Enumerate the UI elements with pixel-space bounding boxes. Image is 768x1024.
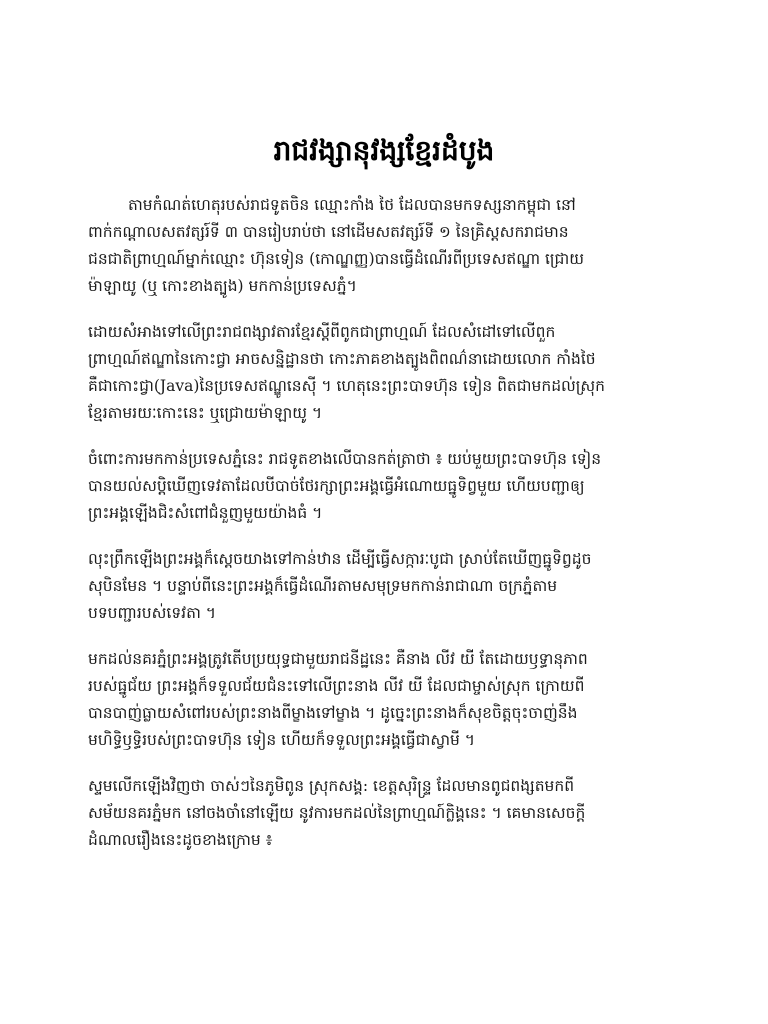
paragraph-4: [88, 546, 688, 627]
paragraph-line: ស្ទមលើកឡើងវិញថា ចាស់ៗនៃភូមិពូន ស្រុកសង្គ: ខេត្តសុរិន្ទ្រ ដែលមានពូជពង្សតមកពី: [88, 777, 575, 795]
paragraph-line: តាមកំណត់ហេតុរបស់រាជទូតចិន ឈ្មោះកាំង ថៃ ដែលបានមកទស្សនាកម្ពុជា នៅ: [128, 196, 576, 214]
paragraph-2: [88, 319, 688, 427]
paragraph-6: [88, 773, 688, 854]
paragraph-line: មកដល់នគរភ្នំព្រះអង្គត្រូវតើបប្រយុទ្ធជាមួយរាជនីដ្ឋនេះ គឺនាង លីវ យី តែដោយឫទ្ធានុភាព: [88, 650, 588, 668]
paragraph-5: [88, 646, 688, 754]
paragraph-line: គឺជាកោះជ្វា(Java)នៃប្រទេសឥណ្ឌូនេស៊ី ។ ហេតុនេះព្រះបាទហ៊ុន ទៀន ពិតជាមកដល់ស្រុក: [88, 377, 606, 395]
paragraph-line: សុបិនមែន ។ បន្ទាប់ពីនេះព្រះអង្គក៏ធ្វើដំណើរតាមសមុទ្រមកកាន់រាជាណា ចក្រភ្នំតាម: [88, 577, 558, 595]
paragraph-line: ជនជាតិព្រាហ្មណ៍ម្នាក់ឈ្មោះ ហ៊ុនទៀន (កោណ្ឌញ្ញ)បានធ្វើដំណើរពីប្រទេសឥណ្ឌា ជ្រោយ: [88, 250, 585, 268]
paragraph-line: ពាក់កណ្ដាលសតវត្សរ៍ទី ៣ បានរៀបរាប់ថា នៅដើមសតវត្សរ៍ទី ១ នៃគ្រិស្តសករាជមាន: [88, 223, 569, 241]
document-title: រាជវង្សានុវង្សខ្មែរដំបូង: [273, 133, 495, 167]
paragraph-line: ខ្មែរតាមរយៈកោះនេះ ឬជ្រោយម៉ាឡាយូ ។: [88, 404, 323, 422]
paragraph-line: ចំពោះការមកកាន់ប្រទេសភ្នំនេះ រាជទូតខាងលើបានកត់ត្រាថា ៖ យប់មួយព្រះបាទហ៊ុន ទៀន: [88, 450, 602, 468]
paragraph-line: សម័យនគរភ្នំមក នៅចងចាំនៅឡើយ នូវការមកដល់នៃព្រាហ្មណ៍ក្លិង្គនេះ ។ គេមានសេចក្តី: [88, 804, 586, 822]
paragraph-line: ម៉ាឡាយូ (ឬ កោះខាងត្បូង) មកកាន់ប្រទេសភ្នំ។: [88, 277, 357, 295]
paragraph-line: បទបញ្ជារបស់ទេវតា ។: [88, 604, 216, 622]
paragraph-line: ដោយសំអាងទៅលើព្រះរាជពង្សាវតារខ្មែរស្តីពីពូកជាព្រាហ្មណ៍ ដែលសំដៅទៅលើពួក: [88, 323, 556, 341]
paragraph-line: របស់ធ្នូជ័យ ព្រះអង្គក៏ទទួលជ័យជំនះទៅលើព្រះនាង លីវ យី ដែលជាម្ចាស់ស្រុក ក្រោយពី: [88, 677, 585, 695]
paragraph-line: បានយល់សប្តិឃើញទេវតាដែលបីបាច់ថែរក្សាព្រះអង្គធ្វើអំណោយធ្នូទិព្វមួយ ហើយបញ្ជាឲ្យ: [88, 477, 585, 495]
paragraph-1: [88, 192, 688, 300]
paragraph-3: [88, 446, 688, 527]
document-body: [88, 192, 688, 873]
paragraph-line: ព្រាហ្មណ៍ឥណ្ឌានៃកោះជ្វា អាចសន្និដ្ឋានថា កោះភាគខាងត្បូងពិពណ៌នាដោយលោក កាំងថៃ: [88, 350, 596, 368]
paragraph-line: មហិទ្ធិឫទ្ធិរបស់ព្រះបាទហ៊ុន ទៀន ហើយក៏ទទួលព្រះអង្គធ្វើជាស្វាមី ។: [88, 731, 475, 749]
paragraph-line: លុះព្រឹកឡើងព្រះអង្គក៏ស្តេចយាងទៅកាន់ឋាន ដើម្បីធ្វើសក្ការៈបូជា ស្រាប់តែឃើញធ្នូទិព្វដូច: [88, 550, 592, 568]
paragraph-line: ព្រះអង្គឡើងជិះសំពៅជំនួញមួយយ៉ាងធំ ។: [88, 504, 323, 522]
paragraph-line: ដំណាលរឿងនេះដូចខាងក្រោម ៖: [88, 831, 273, 849]
paragraph-line: បានបាញ់ធ្លាយសំពៅរបស់ព្រះនាងពីម្ខាងទៅម្ខាង ។ ដូច្នេះព្រះនាងក៏សុខចិត្តចុះចាញ់នឹង: [88, 704, 578, 722]
